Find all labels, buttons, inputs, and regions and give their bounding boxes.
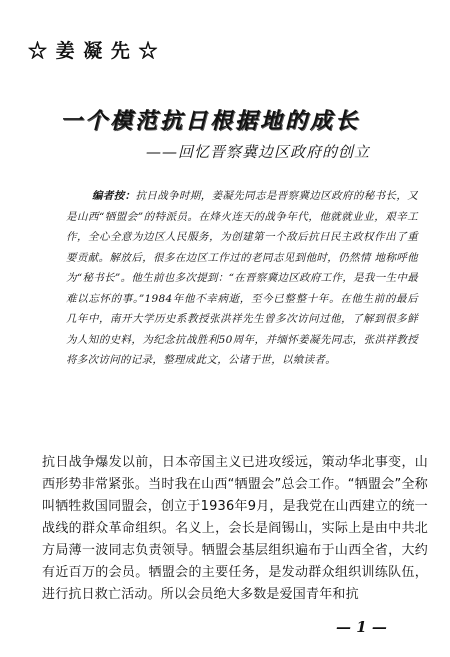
author-name: ☆ 姜 凝 先 ☆ [28, 40, 159, 62]
page-number: — 1 — [336, 618, 387, 636]
body-paragraph: 抗日战争爆发以前，日本帝国主义已进攻绥远，策动华北事变，山西形势非常紧张。当时我在山西“牺盟会”总会工作。“牺盟会”全称叫牺牲救国同盟会，创立于1936年9月，是我党在山西建立的统一战线的群众革命组织。名义上，会长是阎锡山，实际上是由中共北方局薄一波同志负责领导。牺盟会基层组织遍布于山西全省，大约有近百万的会员。牺盟会的主要任务，是发动群众组织训练队伍，进行抗日救亡活动。所以会员绝大多数是爱国青年和抗 [42, 455, 428, 602]
editor-note [66, 186, 418, 371]
article-title: 一个模范抗日根据地的成长 [60, 108, 361, 134]
editor-note-label: 编者按： [92, 190, 136, 202]
article-subtitle: ——回忆晋察冀边区政府的创立 [146, 143, 371, 161]
editor-note-text: 抗日战争时期，姜凝先同志是晋察冀边区政府的秘书长，又是山西“牺盟会”的特派员。在烽火连天的战争年代，他就就业业，艰辛工作，全心全意为边区人民服务，为创建第一个敌后抗日民主政权作出了重要贡献。解放后，很多在边区工作过的老同志见到他时，仍然情 地称呼他为“秘书长”。他生前也多次提到：“在晋察冀边区政府工作，是我一生中最难以忘怀的事。”1984年他不幸病逝，至今已整整十年。在他生前的最后几年中，南开大学历史系教授张洪祥先生曾多次访问过他，了解到很多鲜为人知的史料，为纪念抗战胜利50周年，并缅怀姜凝先同志，张洪祥教授将多次访问的记录，整理成此文，公诸于世，以飨读者。 [66, 190, 418, 366]
